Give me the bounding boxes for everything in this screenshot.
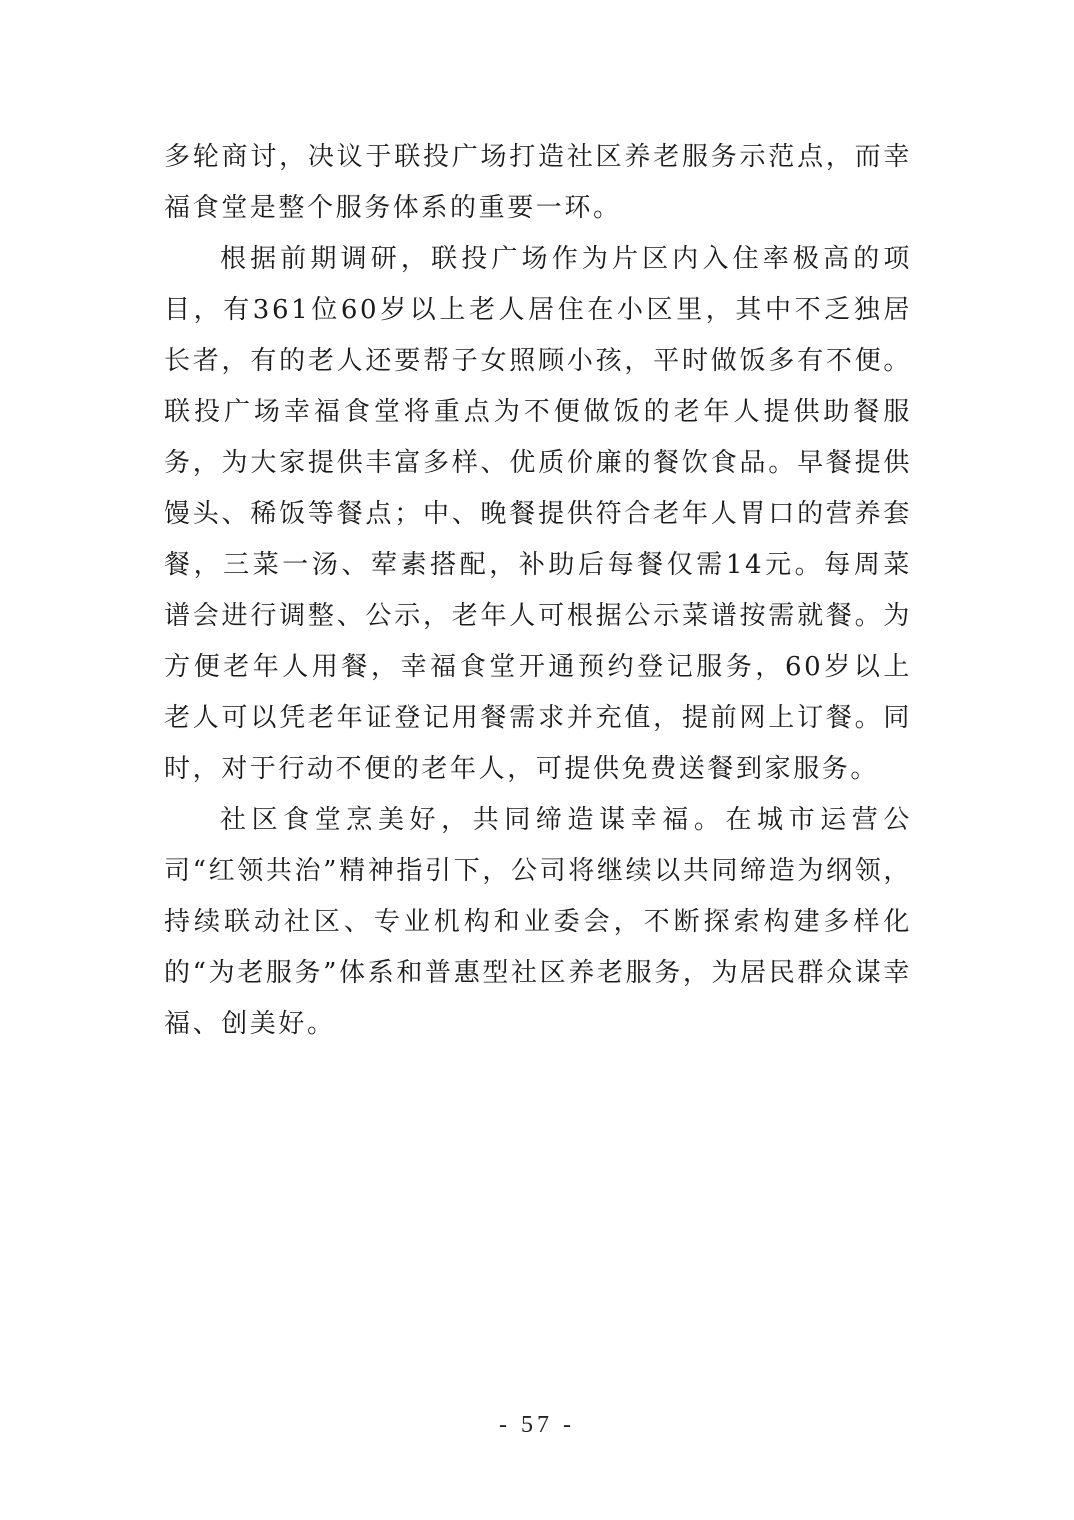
paragraph-continued: 多轮商讨，决议于联投广场打造社区养老服务示范点，而幸福食堂是整个服务体系的重要一环。 [164, 142, 912, 223]
page-body [164, 132, 912, 1050]
paragraph-conclusion: 社区食堂烹美好，共同缔造谋幸福。在城市运营公司“红领共治”精神指引下，公司将继续以共同缔造为纲领，持续联动社区、专业机构和业委会，不断探索构建多样化的“为老服务”体系和普惠型社区养老服务，为居民群众谋幸福、创美好。 [164, 805, 912, 1039]
page-number: - 57 - [499, 1412, 575, 1438]
paragraph-research: 根据前期调研，联投广场作为片区内入住率极高的项目，有361位60岁以上老人居住在小区里，其中不乏独居长者，有的老人还要帮子女照顾小孩，平时做饭多有不便。联投广场幸福食堂将重点为不便做饭的老年人提供助餐服务，为大家提供丰富多样、优质价廉的餐饮食品。早餐提供馒头、稀饭等餐点；中、晚餐提供符合老年人胃口的营养套餐，三菜一汤、荤素搭配，补助后每餐仅需14元。每周菜谱会进行调整、公示，老年人可根据公示菜谱按需就餐。为方便老年人用餐，幸福食堂开通预约登记服务，60岁以上老人可以凭老年证登记用餐需求并充值，提前网上订餐。同时，对于行动不便的老年人，可提供免费送餐到家服务。 [164, 244, 912, 784]
